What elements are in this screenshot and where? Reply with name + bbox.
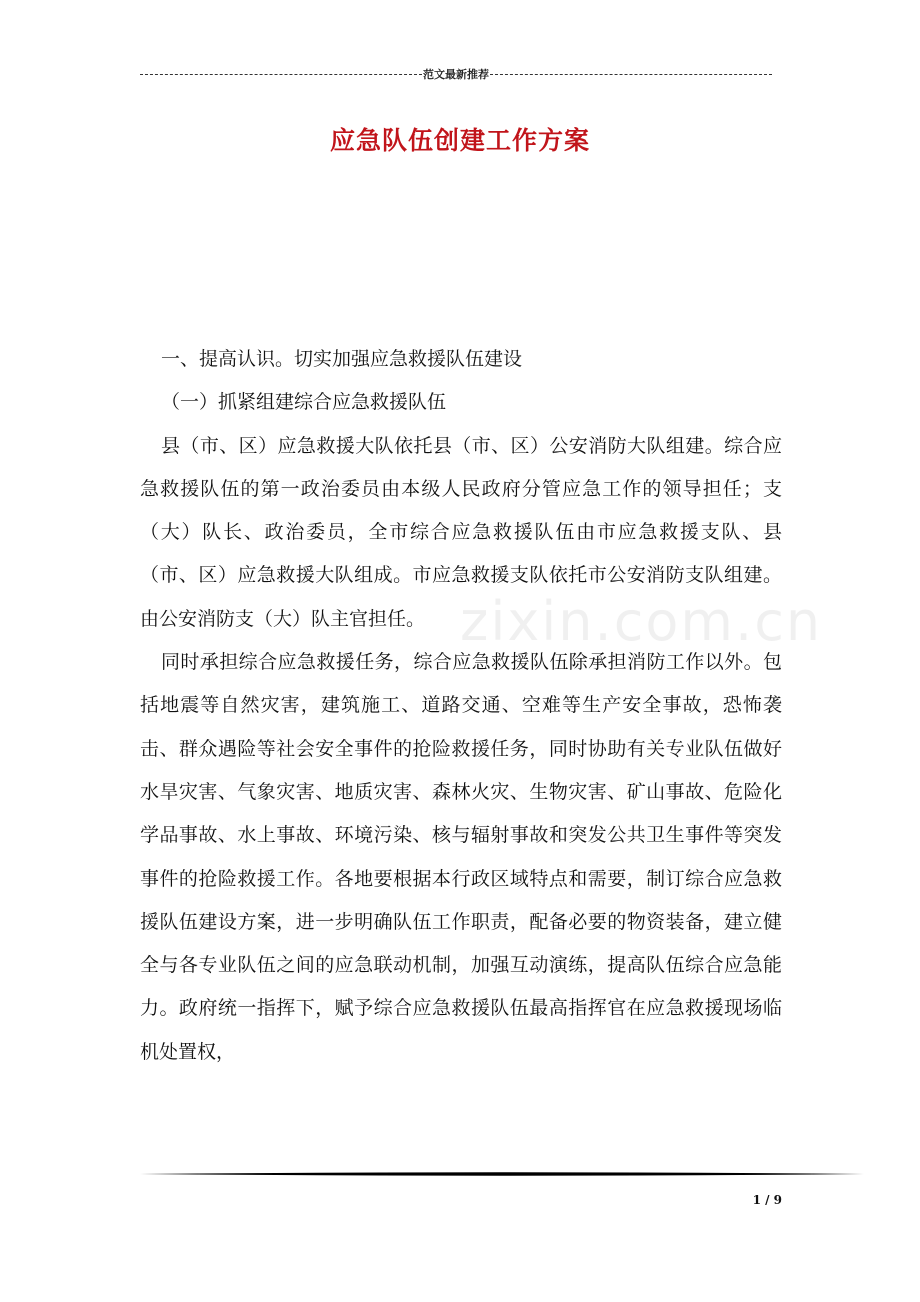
body-paragraph-2: 同时承担综合应急救援任务，综合应急救援队伍除承担消防工作以外。包括地震等自然灾害，建筑施工、道路交通、空难等生产安全事故，恐怖袭击、群众遇险等社会安全事件的抢险救援任务，同时协助有关专业队伍做好水旱灾害、气象灾害、地质灾害、森林火灾、生物灾害、矿山事故、危险化学品事故、水上事故、环境污染、核与辐射事故和突发公共卫生事件等突发事件的抢险救援工作。各地要根据本行政区域特点和需要，制订综合应急救援队伍建设方案，进一步明确队伍工作职责，配备必要的物资装备，建立健全与各专业队伍之间的应急联动机制，加强互动演练，提高队伍综合应急能力。政府统一指挥下，赋予综合应急救援队伍最高指挥官在应急救援现场临机处置权， [140,651,782,1063]
section-heading: 一、提高认识。切实加强应急救援队伍建设 [161,348,523,370]
document-body [140,338,782,1074]
page-number: 1 / 9 [752,1193,782,1207]
header-left-dashes [140,74,422,75]
watermark: zixin.com.cn [460,590,823,653]
subsection-heading: （一）抓紧组建综合应急救援队伍 [161,391,447,414]
header-text: 范文最新推荐 [423,68,489,81]
header-right-dashes [490,74,772,75]
page-header [140,66,772,82]
footer-rule [140,1169,864,1179]
body-paragraph-1: 县（市、区）应急救援大队依托县（市、区）公安消防大队组建。综合应急救援队伍的第一政治委员由本级人民政府分管应急工作的领导担任；支（大）队长、政治委员，全市综合应急救援队伍由市应急救援支队、县（市、区）应急救援大队组成。市应急救援支队依托市公安消防支队组建。由公安消防支（大）队主官担任。 [140,434,782,630]
document-title: 应急队伍创建工作方案 [329,126,590,155]
